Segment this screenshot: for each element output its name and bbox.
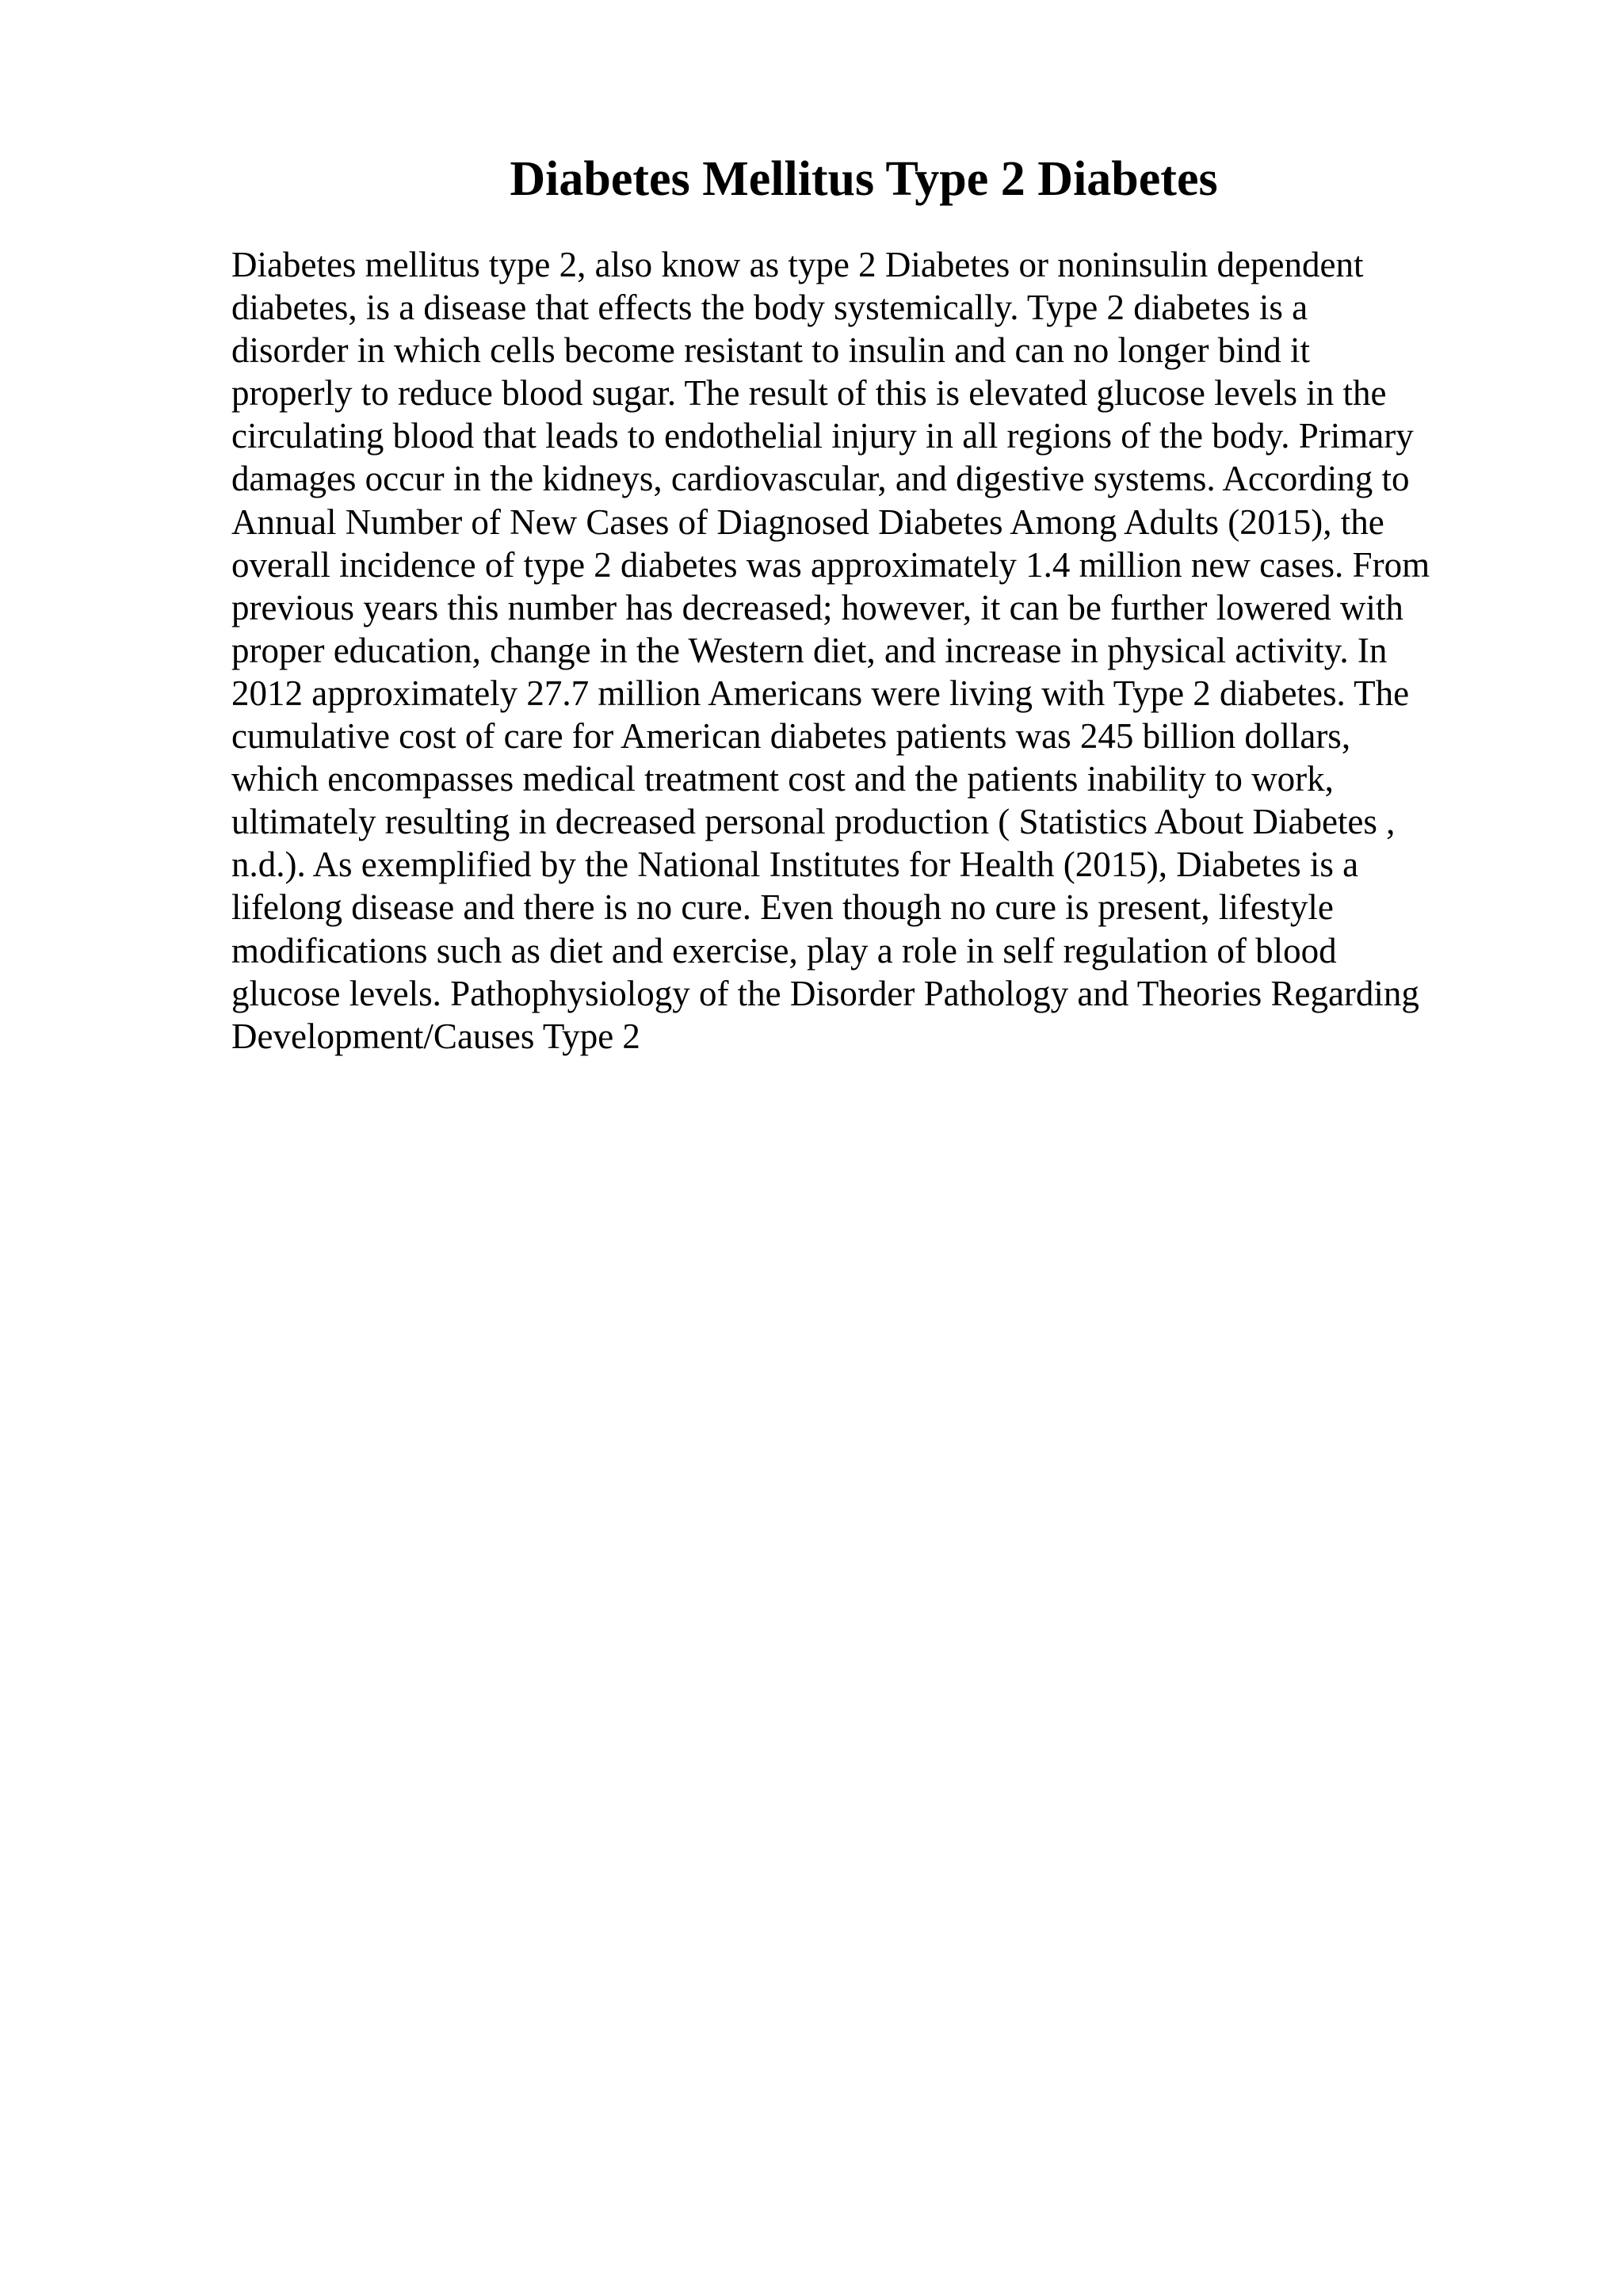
text-line: diabetes, is a disease that effects the body systemically. Type 2 diabetes is a — [231, 288, 1308, 328]
text-line: modifications such as diet and exercise, play a role in self regulation of blood — [231, 930, 1337, 971]
text-line: previous years this number has decreased; however, it can be further lowered with — [231, 587, 1403, 627]
text-line: circulating blood that leads to endothelial injury in all regions of the body. Primary — [231, 416, 1414, 456]
text-line: glucose levels. Pathophysiology of the Disorder Pathology and Theories Regarding — [231, 973, 1419, 1013]
text-line: overall incidence of type 2 diabetes was approximately 1.4 million new cases. From — [231, 544, 1430, 585]
text-line: proper education, change in the Western diet, and increase in physical activity. In — [231, 630, 1388, 670]
text-line: damages occur in the kidneys, cardiovascular, and digestive systems. According to — [231, 459, 1410, 499]
text-line: n.d.). As exemplified by the National Institutes for Health (2015), Diabetes is a — [231, 845, 1359, 885]
text-line: which encompasses medical treatment cost and the patients inability to work, — [231, 759, 1334, 799]
text-line: lifelong disease and there is no cure. Even though no cure is present, lifestyle — [231, 887, 1334, 928]
text-line: Development/Causes Type 2 — [231, 1016, 640, 1056]
body-paragraph — [231, 243, 1484, 1058]
document-title: Diabetes Mellitus Type 2 Diabetes — [510, 152, 1218, 206]
text-line: disorder in which cells become resistant to insulin and can no longer bind it — [231, 330, 1310, 371]
text-line: 2012 approximately 27.7 million Americans were living with Type 2 diabetes. The — [231, 673, 1410, 713]
text-line: ultimately resulting in decreased personal production ( Statistics About Diabetes , — [231, 802, 1396, 842]
text-line: Annual Number of New Cases of Diagnosed Diabetes Among Adults (2015), the — [231, 502, 1384, 542]
text-line: properly to reduce blood sugar. The result of this is elevated glucose levels in the — [231, 373, 1387, 414]
text-line: Diabetes mellitus type 2, also know as type 2 Diabetes or noninsulin dependent — [231, 245, 1364, 284]
text-line: cumulative cost of care for American diabetes patients was 245 billion dollars, — [231, 716, 1351, 757]
